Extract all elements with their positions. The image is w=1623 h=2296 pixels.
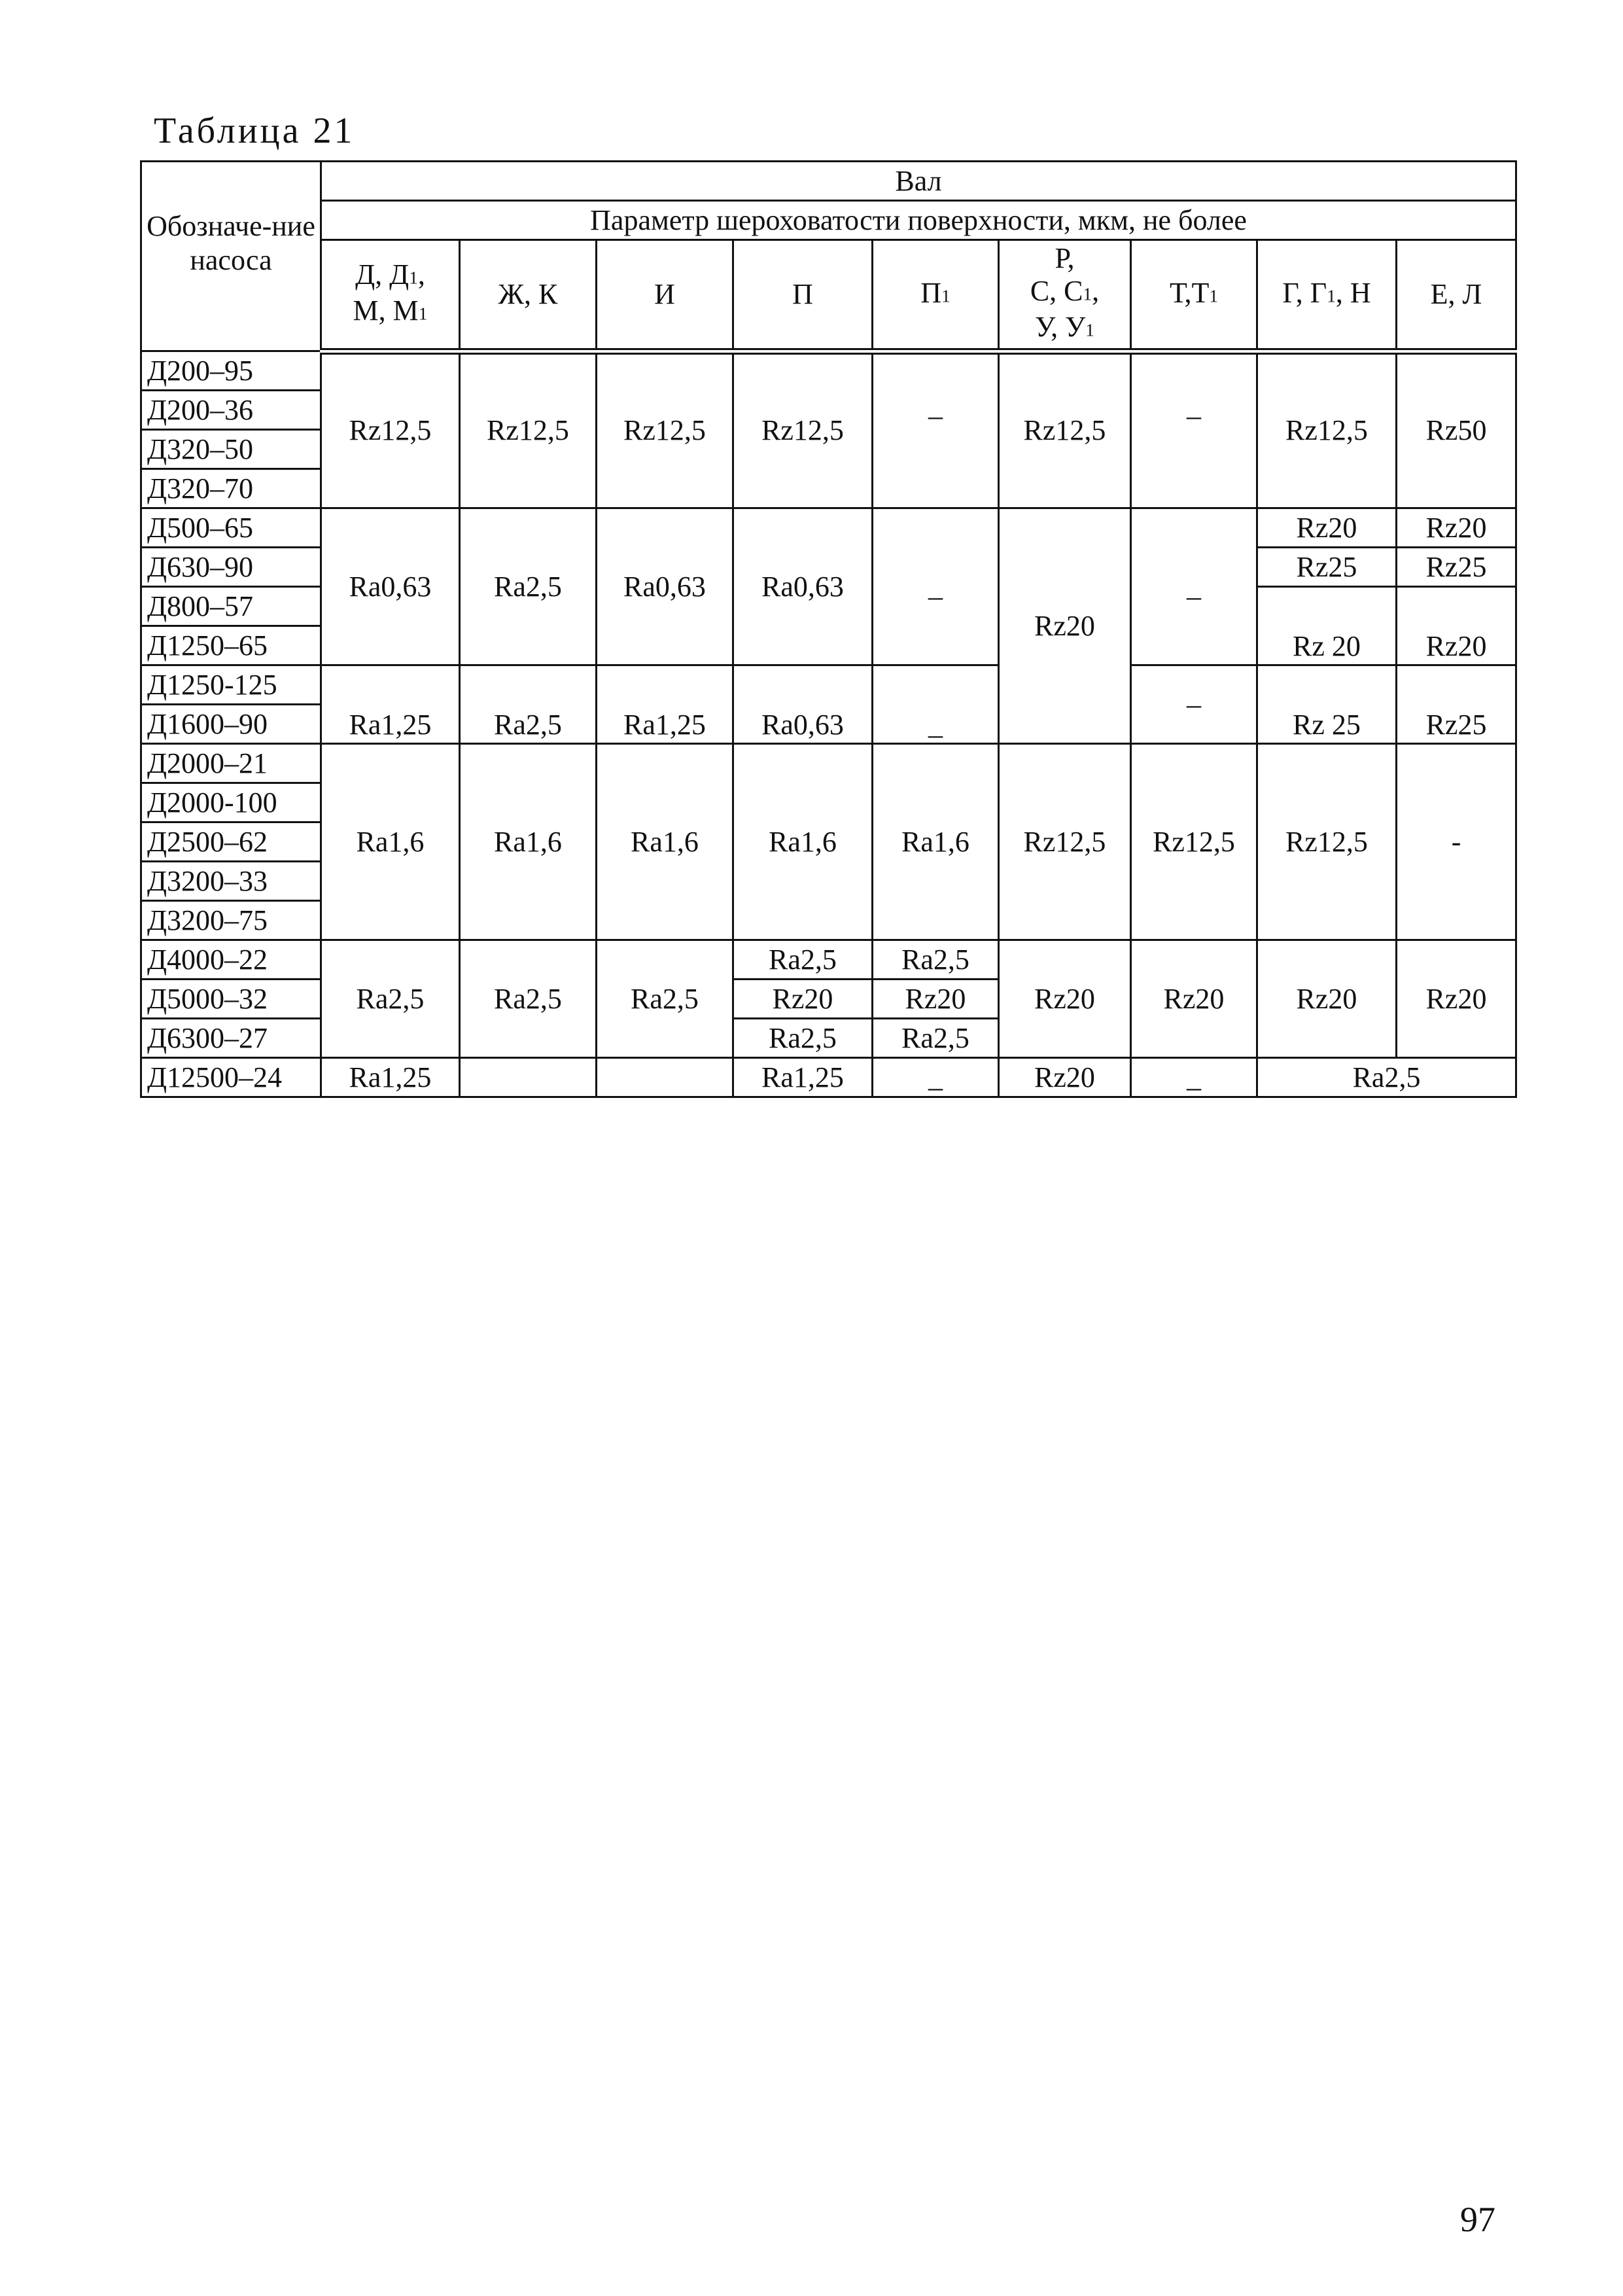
value-cell: Ra2,5 xyxy=(597,940,733,1058)
pump-designation: Д2000–21 xyxy=(141,744,321,783)
value-cell: Ra1,6 xyxy=(873,744,999,940)
value-cell: Rz20 xyxy=(1257,508,1397,548)
column-header-t: $Т,Т_1$ xyxy=(1131,240,1257,351)
value-cell: Ra2,5 xyxy=(1257,1058,1516,1097)
value-cell: _ xyxy=(1131,508,1257,665)
value-cell: Ra2,5 xyxy=(321,940,460,1058)
pump-designation: Д1250–65 xyxy=(141,626,321,665)
pump-designation: Д12500–24 xyxy=(141,1058,321,1097)
value-cell: Ra2,5 xyxy=(460,665,597,744)
value-cell: Rz20 xyxy=(1257,940,1397,1058)
value-cell: Rz12,5 xyxy=(597,351,733,508)
value-cell: Rz12,5 xyxy=(321,351,460,508)
value-cell: Rz 25 xyxy=(1257,665,1397,744)
column-header-e: Е, Л xyxy=(1397,240,1516,351)
column-header-p: П xyxy=(733,240,873,351)
value-cell: Ra0,63 xyxy=(733,508,873,665)
pump-designation: Д3200–33 xyxy=(141,862,321,901)
roughness-table xyxy=(140,160,1517,1098)
value-cell: Ra1,6 xyxy=(733,744,873,940)
pump-designation: Д500–65 xyxy=(141,508,321,548)
pump-designation: Д200–95 xyxy=(141,351,321,391)
value-cell: Rz12,5 xyxy=(733,351,873,508)
pump-designation: Д1600–90 xyxy=(141,705,321,744)
value-cell: – xyxy=(1131,665,1257,744)
pump-designation: Д800–57 xyxy=(141,587,321,626)
table-caption: Таблица 21 xyxy=(154,111,355,151)
roughness-parameter-header: Параметр шероховатости поверхности, мкм, не более xyxy=(321,201,1516,240)
value-cell: Rz25 xyxy=(1397,665,1516,744)
column-header-r: Р, С, $С_1$, У, $У_1$ xyxy=(999,240,1131,351)
pump-designation: Д5000–32 xyxy=(141,980,321,1019)
column-header-g: Г, $Г_1$, Н xyxy=(1257,240,1397,351)
value-cell: Ra2,5 xyxy=(460,508,597,665)
value-cell: _ xyxy=(873,508,999,665)
pump-designation: Д320–70 xyxy=(141,469,321,508)
value-cell: Rz12,5 xyxy=(999,744,1131,940)
value-cell: Ra0,63 xyxy=(321,508,460,665)
pump-designation: Д1250-125 xyxy=(141,665,321,705)
column-header-zh: Ж, К xyxy=(460,240,597,351)
column-header-i: И xyxy=(597,240,733,351)
value-cell: - xyxy=(1397,744,1516,940)
value-cell: Rz20 xyxy=(873,980,999,1019)
value-cell: Rz12,5 xyxy=(1131,744,1257,940)
pump-designation: Д6300–27 xyxy=(141,1019,321,1058)
value-cell: Ra1,6 xyxy=(460,744,597,940)
value-cell: Ra1,25 xyxy=(321,1058,460,1097)
pump-designation: Д3200–75 xyxy=(141,901,321,940)
value-cell: – xyxy=(873,351,999,508)
page-number: 97 xyxy=(1460,2200,1495,2239)
value-cell: Rz20 xyxy=(999,1058,1131,1097)
value-cell xyxy=(460,1058,597,1097)
value-cell: Rz 20 xyxy=(1257,587,1397,665)
value-cell: Rz20 xyxy=(1397,508,1516,548)
value-cell xyxy=(597,1058,733,1097)
pump-designation: Д200–36 xyxy=(141,391,321,430)
value-cell: Rz20 xyxy=(733,980,873,1019)
value-cell: _ xyxy=(873,1058,999,1097)
column-header-d: Д, $Д_1$, М, $М_1$ xyxy=(321,240,460,351)
value-cell: Ra0,63 xyxy=(733,665,873,744)
value-cell: Ra2,5 xyxy=(460,940,597,1058)
value-cell: Rz20 xyxy=(1397,587,1516,665)
column-header-p1: $П_1$ xyxy=(873,240,999,351)
value-cell: Rz25 xyxy=(1397,548,1516,587)
value-cell: Ra0,63 xyxy=(597,508,733,665)
value-cell: Ra2,5 xyxy=(873,1019,999,1058)
value-cell: Rz20 xyxy=(1397,940,1516,1058)
value-cell: Rz50 xyxy=(1397,351,1516,508)
value-cell: Ra1,6 xyxy=(597,744,733,940)
pump-designation: Д4000–22 xyxy=(141,940,321,980)
value-cell: Rz12,5 xyxy=(1257,351,1397,508)
value-cell: Ra1,25 xyxy=(321,665,460,744)
value-cell: Ra2,5 xyxy=(733,1019,873,1058)
value-cell: _ xyxy=(873,665,999,744)
value-cell: Ra1,6 xyxy=(321,744,460,940)
pump-designation: Д630–90 xyxy=(141,548,321,587)
value-cell: Rz12,5 xyxy=(999,351,1131,508)
shaft-header: Вал xyxy=(321,162,1516,201)
pump-designation-header: Обозначе-ние насоса xyxy=(141,162,321,351)
value-cell: Ra1,25 xyxy=(733,1058,873,1097)
value-cell: Rz20 xyxy=(999,940,1131,1058)
value-cell: Ra2,5 xyxy=(873,940,999,980)
pump-designation: Д2500–62 xyxy=(141,822,321,862)
value-cell: Rz12,5 xyxy=(1257,744,1397,940)
value-cell: Rz25 xyxy=(1257,548,1397,587)
value-cell: Rz20 xyxy=(1131,940,1257,1058)
pump-designation: Д320–50 xyxy=(141,430,321,469)
value-cell: Ra1,25 xyxy=(597,665,733,744)
value-cell: Ra2,5 xyxy=(733,940,873,980)
value-cell: Rz12,5 xyxy=(460,351,597,508)
value-cell: Rz20 xyxy=(999,508,1131,744)
value-cell: – xyxy=(1131,351,1257,508)
pump-designation: Д2000-100 xyxy=(141,783,321,822)
value-cell: _ xyxy=(1131,1058,1257,1097)
